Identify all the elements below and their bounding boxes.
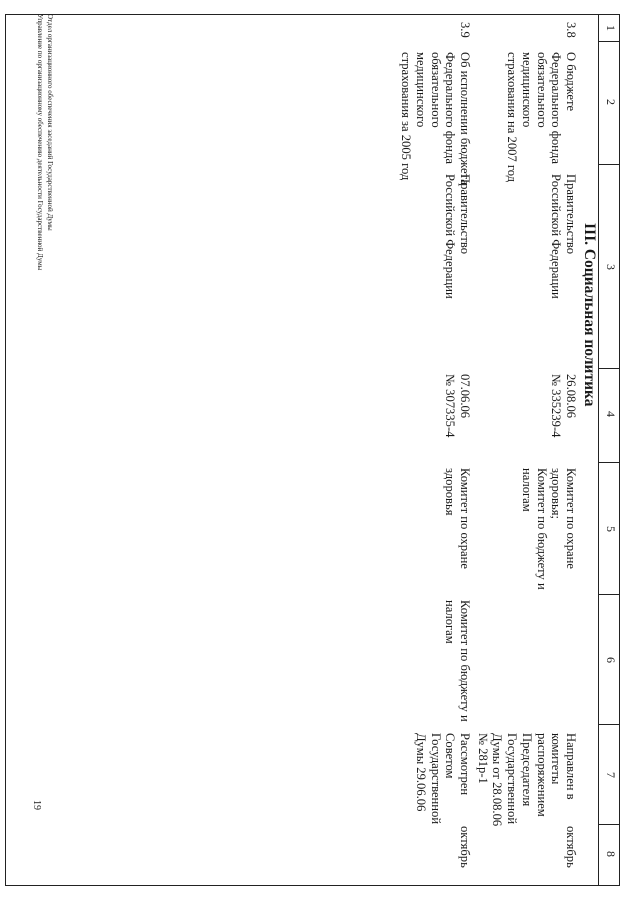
row-title: Об исполнении бюджета Федерального фонда обязательного медицинского страхования за 2005 год	[399, 52, 472, 185]
footer-dept: Отдел организационного обеспечения заседаний Государственной Думы	[46, 14, 54, 231]
table-top-border	[619, 14, 620, 886]
row-month: октябрь	[458, 826, 472, 868]
row-committees: Комитет по охране здоровья; Комитет по бюджету и налогам	[519, 468, 578, 590]
row-committees: Комитет по охране здоровья	[443, 468, 472, 569]
col-divider	[599, 594, 620, 595]
column-number: 7	[604, 772, 618, 778]
section-title: III. Социальная политика	[581, 223, 598, 407]
page-number: 19	[31, 800, 42, 810]
row-initiator: Правительство Российской Федерации	[549, 174, 578, 299]
column-number: 8	[604, 851, 618, 857]
table-left-border	[5, 14, 620, 15]
row-number: 3.8	[564, 22, 578, 38]
row-status: Направлен в комитеты распоряжением Председателя Государственной Думы от 28.08.06 № 281р-1	[475, 733, 578, 827]
row-status: Рассмотрен Советом Государственной Думы 29.06.06	[413, 733, 472, 825]
row-month: октябрь	[564, 826, 578, 868]
column-number: 3	[604, 264, 618, 270]
header-row-border	[598, 14, 599, 886]
col-divider	[599, 164, 620, 165]
col-divider	[599, 368, 620, 369]
agenda-table	[5, 14, 620, 886]
table-right-border	[5, 885, 620, 886]
col-divider	[599, 824, 620, 825]
row-date-number: 26.08.06 № 335239-4	[549, 374, 578, 438]
column-number: 6	[604, 657, 618, 663]
row-number: 3.9	[458, 22, 472, 38]
footer-admin: Управление по организационному обеспечению деятельности Государственной Думы	[36, 14, 44, 271]
row-date-number: 07.06.06 № 307335-4	[443, 374, 472, 438]
row-responsible: Комитет по бюджету и налогам	[443, 600, 472, 722]
column-number: 1	[604, 25, 618, 31]
col-divider	[599, 41, 620, 42]
col-divider	[599, 462, 620, 463]
row-title: О бюджете Федерального фонда обязательного медицинского страхования на 2007 год	[505, 52, 578, 183]
row-initiator: Правительство Российской Федерации	[443, 174, 472, 299]
column-number: 5	[604, 526, 618, 532]
col-divider	[599, 724, 620, 725]
column-number: 2	[604, 99, 618, 105]
column-number: 4	[604, 411, 618, 417]
table-bottom-border	[5, 14, 6, 886]
